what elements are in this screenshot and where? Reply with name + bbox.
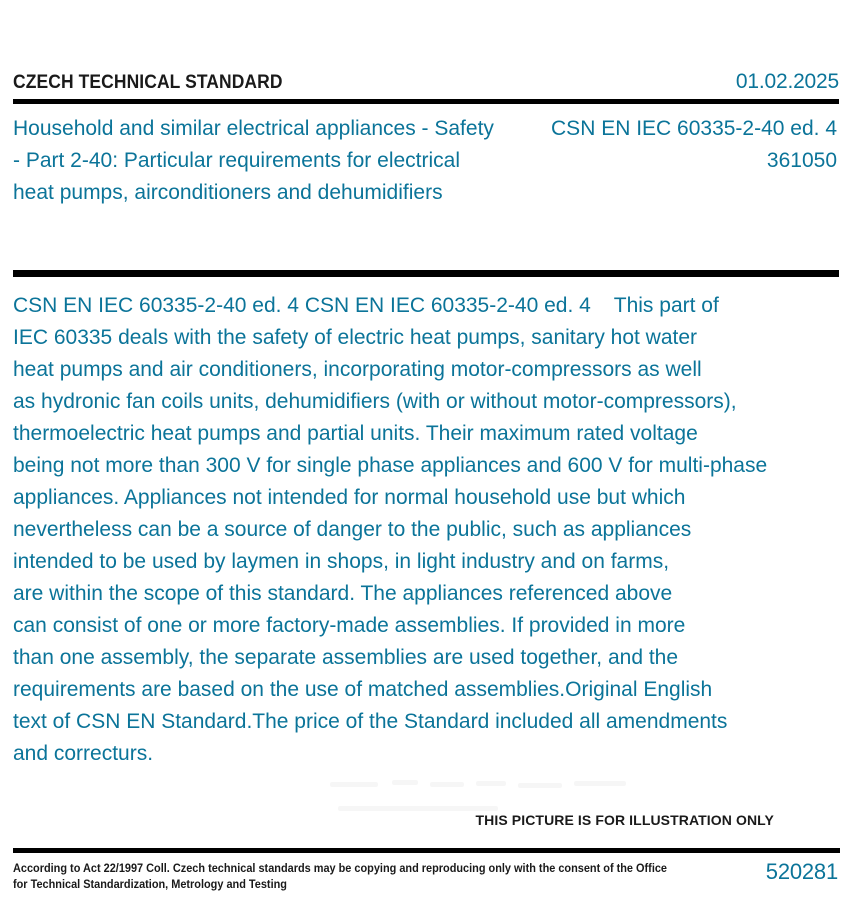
publication-date: 01.02.2025 [735,70,839,93]
abstract-text [13,290,813,770]
abstract-line: are within the scope of this standard. The appliances referenced above [13,582,673,605]
abstract-line: nevertheless can be a source of danger to the public, such as appliances [13,518,692,541]
abstract-line: requirements are based on the use of matched assemblies.Original English [13,678,713,701]
abstract-line: intended to be used by laymen in shops, in light industry and on farms, [13,550,670,573]
document-type-label: CZECH TECHNICAL STANDARD [13,72,283,93]
standard-designation: CSN EN IEC 60335-2-40 ed. 4 [551,117,837,140]
standard-title [13,113,494,209]
classification-code: 361050 [766,149,837,172]
abstract-line: than one assembly, the separate assemblies are used together, and the [13,646,679,669]
abstract-line: thermoelectric heat pumps and partial units. Their maximum rated voltage [13,422,698,445]
abstract-line: appliances. Appliances not intended for normal household use but which [13,486,686,509]
copyright-notice-line: According to Act 22/1997 Coll. Czech technical standards may be copying and reproducing only with the consent of the Office [13,863,668,875]
standard-identifiers [551,113,839,177]
title-block [13,113,839,209]
copyright-notice [13,861,668,893]
abstract-line: CSN EN IEC 60335-2-40 ed. 4 CSN EN IEC 60335-2-40 ed. 4 This part of [13,294,719,317]
standard-title-line: heat pumps, airconditioners and dehumidifiers [13,181,443,204]
abstract-line: and correcturs. [13,742,154,765]
order-number: 520281 [765,859,838,884]
standard-title-line: Household and similar electrical appliances - Safety [13,117,494,140]
abstract-line: can consist of one or more factory-made assemblies. If provided in more [13,614,686,637]
abstract-line: as hydronic fan coils units, dehumidifiers (with or without motor-compressors), [13,390,737,413]
document-header [13,70,839,98]
header-divider-rule [13,99,839,104]
abstract-divider-rule [13,270,839,277]
copyright-notice-line: for Technical Standardization, Metrology and Testing [13,879,287,891]
illustration-disclaimer: THIS PICTURE IS FOR ILLUSTRATION ONLY [475,812,774,828]
document-footer [13,861,839,893]
abstract-line: heat pumps and air conditioners, incorporating motor-compressors as well [13,358,702,381]
abstract-line: IEC 60335 deals with the safety of electric heat pumps, sanitary hot water [13,326,698,349]
standard-title-line: - Part 2-40: Particular requirements for electrical [13,149,460,172]
footer-divider-rule [13,848,840,853]
abstract-line: text of CSN EN Standard.The price of the Standard included all amendments [13,710,728,733]
abstract-line: being not more than 300 V for single phase appliances and 600 V for multi-phase [13,454,768,477]
